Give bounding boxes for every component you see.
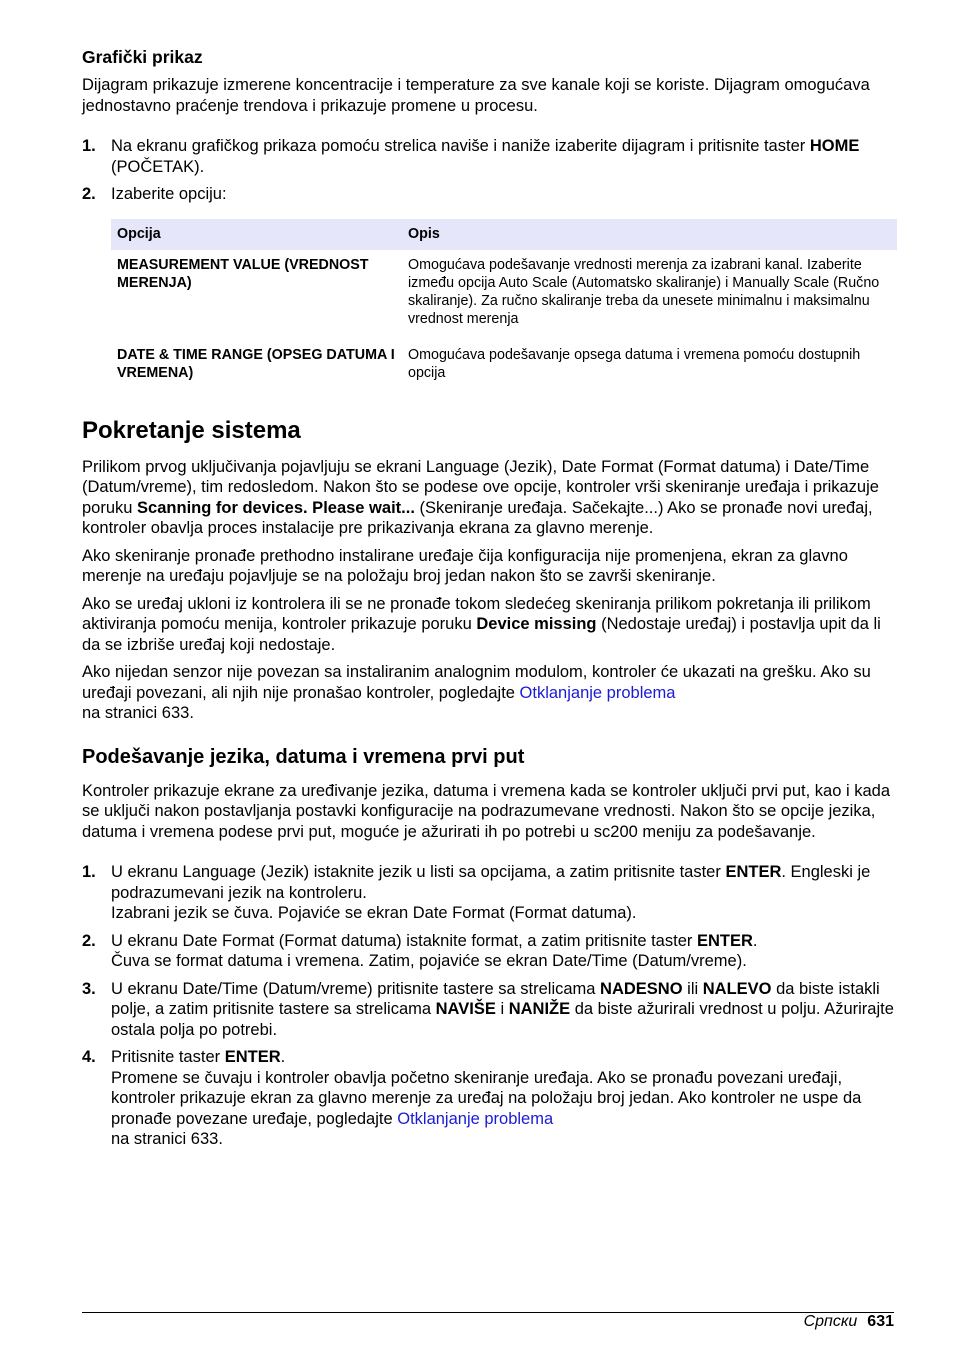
key-home: HOME — [809, 137, 860, 155]
step-text: Izaberite opciju: — [111, 185, 227, 203]
troubleshooting-link[interactable]: Otklanjanje problema — [519, 683, 676, 702]
step-2 — [82, 931, 894, 972]
step-text: U ekranu Language (Jezik) istaknite jezik u listi sa opcijama, a zatim pritisnite taster — [111, 863, 726, 881]
footer-divider — [82, 1312, 894, 1313]
step-number: 2. — [82, 185, 96, 203]
step-1 — [82, 862, 894, 924]
graphic-display-intro: Dijagram prikazuje izmerene koncentracije i temperature za sve kanale koji se koriste. Dijagram omogućava jednostavno praćenje trendova i prikazuje promene u procesu. — [82, 76, 870, 115]
option-cell: MEASUREMENT VALUE (VREDNOST MERENJA) — [117, 256, 369, 291]
message-device-missing: Device missing — [476, 615, 597, 633]
table-row — [111, 250, 897, 340]
step-text: . — [280, 1048, 286, 1066]
step-text: U ekranu Date/Time (Datum/vreme) pritisnite tastere sa strelicama — [111, 979, 601, 998]
startup-paragraph-1 — [82, 457, 894, 539]
step-text: da biste istakli polje, a zatim pritisnite tastere sa strelicama — [111, 979, 880, 1018]
page-reference: na stranici 633. — [82, 704, 194, 722]
step-text: U ekranu Date Format (Format datuma) istaknite format, a zatim pritisnite taster — [111, 931, 697, 950]
step-text: . Engleski je podrazumevani jezik na kontroleru. — [111, 863, 871, 902]
key-right: NADESNO — [600, 979, 683, 998]
step-text: . — [752, 931, 758, 950]
step-2 — [82, 184, 894, 205]
table-row — [111, 340, 897, 394]
footer-language: Српски — [803, 1313, 858, 1330]
page-footer — [804, 1312, 894, 1332]
key-enter: ENTER — [725, 863, 782, 881]
text-fragment: (Nedostaje uređaj) i postavlja upit da li da se izbriše uređaj koji nedostaje. — [82, 615, 881, 654]
step-text: da biste ažurirali vrednost u polju. Ažurirajte ostala polja po potrebi. — [111, 1000, 894, 1039]
startup-paragraph-3 — [82, 594, 894, 656]
text-fragment: (Skeniranje uređaja. Sačekajte...) Ako se pronađe novi uređaj, kontroler obavlja proces instalacije pre prikazivanja ekrana za glavno merenje. — [82, 498, 873, 537]
troubleshooting-link[interactable]: Otklanjanje problema — [397, 1109, 554, 1128]
step-text-after: (POČETAK). — [111, 157, 205, 176]
description-cell: Omogućava podešavanje opsega datuma i vremena pomoću dostupnih opcija — [408, 346, 861, 381]
step-result: Izabrani jezik se čuva. Pojaviće se ekran Date Format (Format datuma). — [111, 904, 637, 922]
step-1 — [82, 136, 894, 177]
step-result: Čuva se format datuma i vremena. Zatim, pojaviće se ekran Date/Time (Datum/vreme). — [111, 952, 747, 970]
description-cell: Omogućava podešavanje vrednosti merenja za izabrani kanal. Izaberite između opcija Auto Scale (Automatsko skaliranje) i Manually Scale (Ručno skaliranje). Za ručno skaliranje treba da unesete minimalnu i maksimalnu vrednost merenja — [408, 256, 880, 327]
step-3 — [82, 979, 894, 1041]
step-result: Promene se čuvaju i kontroler obavlja početno skeniranje uređaja. Ako se pronađu povezani uređaji, kontroler prikazuje ekran za glavno merenje za uređaj na položaju broj jedan. Ako kontroler ne uspe da pronađe povezane uređaje, pogledajte — [111, 1068, 862, 1128]
step-number: 2. — [82, 931, 96, 950]
table-header-row — [111, 219, 897, 250]
page-number: 631 — [867, 1313, 894, 1330]
options-table — [111, 219, 897, 394]
page-reference: na stranici 633. — [111, 1130, 223, 1148]
step-number: 3. — [82, 979, 96, 998]
language-date-time-intro: Kontroler prikazuje ekrane za uređivanje jezika, datuma i vremena kada se kontroler uključi prvi put, kao i kada se uključi nakon postavljanja postavki konfiguracije na podrazumevane vrednosti. Nakon što se opcije jezika, datuma i vremena podese prvi put, moguće je ažurirati ih po potrebi u sc200 meniju za podešavanje. — [82, 781, 891, 841]
step-text: i — [495, 1000, 509, 1018]
text-fragment: Ako se uređaj ukloni iz kontrolera ili se ne pronađe tokom sledećeg skeniranja prilikom pokretanja ili prilikom aktiviranja pomoću menija, kontroler prikazuje poruku — [82, 594, 871, 633]
step-number: 4. — [82, 1048, 96, 1066]
section-heading-graphic-display: Grafički prikaz — [82, 47, 203, 67]
startup-paragraph-2: Ako skeniranje pronađe prethodno instalirane uređaje čija konfiguracija nije promenjena, ekran za glavno merenje na uređaju pojavljuje se na položaju broj jedan nakon što se završi skeniranje. — [82, 546, 848, 585]
page-content — [82, 46, 894, 1150]
key-enter: ENTER — [224, 1048, 281, 1066]
step-text: Pritisnite taster — [111, 1048, 225, 1066]
text-fragment: Ako nijedan senzor nije povezan sa instaliranim analognim modulom, kontroler će ukazati na grešku. Ako su uređaji povezani, ali njih nije pronašao kontroler, pogledajte — [82, 663, 871, 702]
text-fragment: Prilikom prvog uključivanja pojavljuju se ekrani Language (Jezik), Date Format (Format datuma) i Date/Time (Datum/vreme), tim redosledom. Nakon što se podese ove opcije, kontroler vrši skeniranje uređaja i prikazuje poruku — [82, 457, 879, 517]
step-text: ili — [682, 979, 703, 998]
key-up: NAVIŠE — [435, 1000, 496, 1018]
step-text: Na ekranu grafičkog prikaza pomoću strelica naviše i naniže izaberite dijagram i pritisnite taster — [111, 137, 810, 155]
key-down: NANIŽE — [508, 1000, 571, 1018]
step-number: 1. — [82, 863, 96, 881]
section-heading-system-startup: Pokretanje sistema — [82, 416, 301, 444]
column-header-description: Opis — [402, 219, 897, 250]
key-left: NALEVO — [702, 979, 772, 998]
option-cell: DATE & TIME RANGE (OPSEG DATUMA I VREMENA) — [117, 346, 395, 381]
column-header-option: Opcija — [111, 219, 402, 250]
step-number: 1. — [82, 137, 96, 155]
section-heading-language-date-time: Podešavanje jezika, datuma i vremena prvi put — [82, 745, 525, 768]
step-4 — [82, 1047, 894, 1150]
message-scanning: Scanning for devices. Please wait... — [137, 498, 415, 517]
startup-paragraph-4 — [82, 662, 894, 724]
key-enter: ENTER — [696, 931, 753, 950]
